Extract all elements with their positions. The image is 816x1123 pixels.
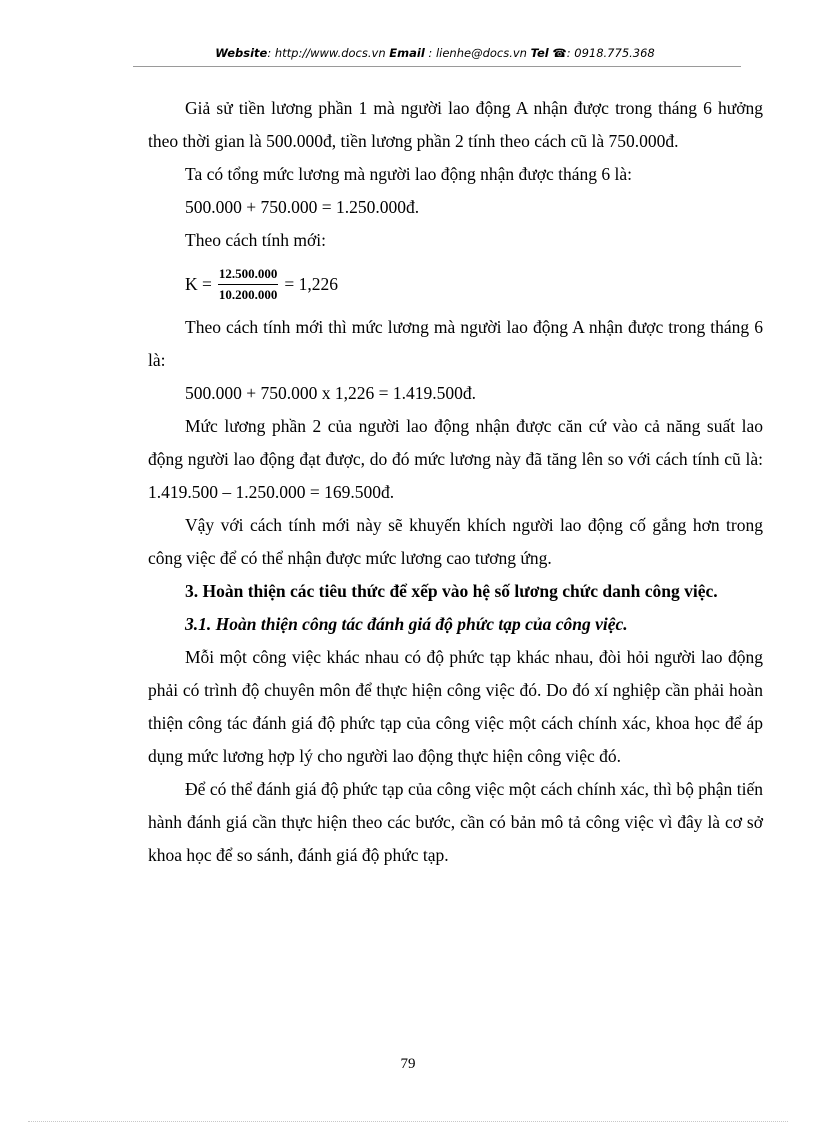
email-value: : lienhe@docs.vn (428, 46, 527, 60)
tel-value: : 0918.775.368 (566, 46, 655, 60)
section-heading-3-1: 3.1. Hoàn thiện công tác đánh giá độ phức tạp của công việc. (185, 614, 628, 634)
paragraph-6: 500.000 + 750.000 x 1,226 = 1.419.500đ. (185, 383, 476, 403)
website-label: Website (215, 46, 268, 60)
header-divider (133, 66, 741, 67)
footer-divider (28, 1121, 788, 1122)
paragraph-8: Vậy với cách tính mới này sẽ khuyến khích người lao động cố gắng hơn trong công việc để có thể nhận được mức lương cao tương ứng. (148, 515, 763, 568)
formula-denominator: 10.200.000 (218, 286, 278, 302)
paragraph-3: 500.000 + 750.000 = 1.250.000đ. (185, 197, 420, 217)
formula-rhs: = 1,226 (284, 273, 339, 294)
formula-fraction (218, 265, 279, 304)
paragraph-9: Mỗi một công việc khác nhau có độ phức tạp khác nhau, đòi hỏi người lao động phải có trình độ chuyên môn để thực hiện công việc đó. Do đó xí nghiệp cần phải hoàn thiện công tác đánh giá độ phức tạp của công việc một cách chính xác, khoa học để áp dụng mức lương hợp lý cho người lao động thực hiện công việc đó. (148, 647, 763, 766)
formula-k (148, 257, 763, 311)
tel-label: Tel (530, 46, 549, 60)
paragraph-4: Theo cách tính mới: (185, 230, 326, 250)
paragraph-10: Để có thể đánh giá độ phức tạp của công việc một cách chính xác, thì bộ phận tiến hành đánh giá cần thực hiện theo các bước, cần có bản mô tả công việc vì đây là cơ sở khoa học để so sánh, đánh giá độ phức tạp. (148, 779, 763, 865)
paragraph-5: Theo cách tính mới thì mức lương mà người lao động A nhận được trong tháng 6 là: (148, 317, 763, 370)
paragraph-1: Giả sử tiền lương phần 1 mà người lao động A nhận được trong tháng 6 hưởng theo thời gian là 500.000đ, tiền lương phần 2 tính theo cách cũ là 750.000đ. (148, 98, 763, 151)
formula-lhs: K = (185, 273, 212, 294)
section-heading-3: 3. Hoàn thiện các tiêu thức để xếp vào hệ số lương chức danh công việc. (185, 581, 718, 601)
phone-icon: ☎ (552, 46, 567, 60)
website-value: : http://www.docs.vn (267, 46, 386, 60)
page-header (130, 46, 740, 60)
paragraph-7: Mức lương phần 2 của người lao động nhận được căn cứ vào cả năng suất lao động người lao động đạt được, do đó mức lương này đã tăng lên so với cách tính cũ là: 1.419.500 – 1.250.000 = 169.500đ. (148, 416, 763, 502)
page-number: 79 (400, 1056, 416, 1072)
paragraph-2: Ta có tổng mức lương mà người lao động nhận được tháng 6 là: (185, 164, 632, 184)
email-label: Email (389, 46, 425, 60)
body-text (148, 92, 763, 872)
formula-numerator: 12.500.000 (218, 265, 279, 285)
